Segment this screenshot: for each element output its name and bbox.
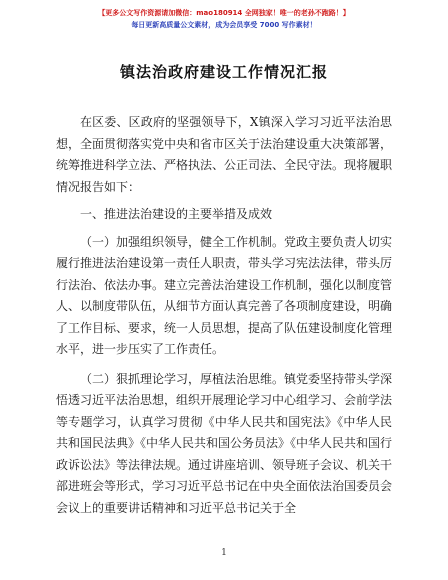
promo-banner-line-1: 【更多公文写作资源请加微信：mao180914 全网独家！唯一的老孙不跑路！】 [98,9,350,17]
page-number: 1 [221,548,227,558]
document-title: 镇法治政府建设工作情况汇报 [119,63,328,81]
document-body [56,112,392,519]
body-paragraph-1: （一）加强组织领导，健全工作机制。党政主要负责人切实履行推进法治建设第一责任人职责，带头学习宪法法律，带头厉行法治、依法办事。建立完善法治建设工作机制，强化以制度管人、以制度带队伍，从细节方面认真完善了各项制度建设，明确了工作目标、要求，统一人员思想，提高了队伍建设制度化管理水平，进一步压实了工作责任。 [56,234,393,356]
body-paragraph-2: （二）狠抓理论学习，厚植法治思维。镇党委坚持带头学深悟透习近平法治思想，组织开展理论学习中心组学习、会前学法等专题学习，认真学习贯彻《中华人民共和国宪法》《中华人民共和国民法典》《中华人民共和国公务员法》《中华人民共和国行政诉讼法》等法律法规。通过讲座培训、领导班子会议、机关干部进班会等形式，学习习近平总书记在中央全面依法治国委员会会议上的重要讲话精神和习近平总书记关于全 [56,371,393,515]
promo-banner-line-2: 每日更新高质量公文素材，成为会员享受 7000 写作素材！ [131,21,317,29]
intro-paragraph: 在区委、区政府的坚强领导下，X镇深入学习习近平法治思想，全面贯彻落实党中央和省市区关于法治建设重大决策部署，统筹推进科学立法、严格执法、公正司法、全民守法。现将履职情况报告如下： [56,115,393,194]
section-heading: 一、推进法治建设的主要举措及成效 [80,207,273,221]
